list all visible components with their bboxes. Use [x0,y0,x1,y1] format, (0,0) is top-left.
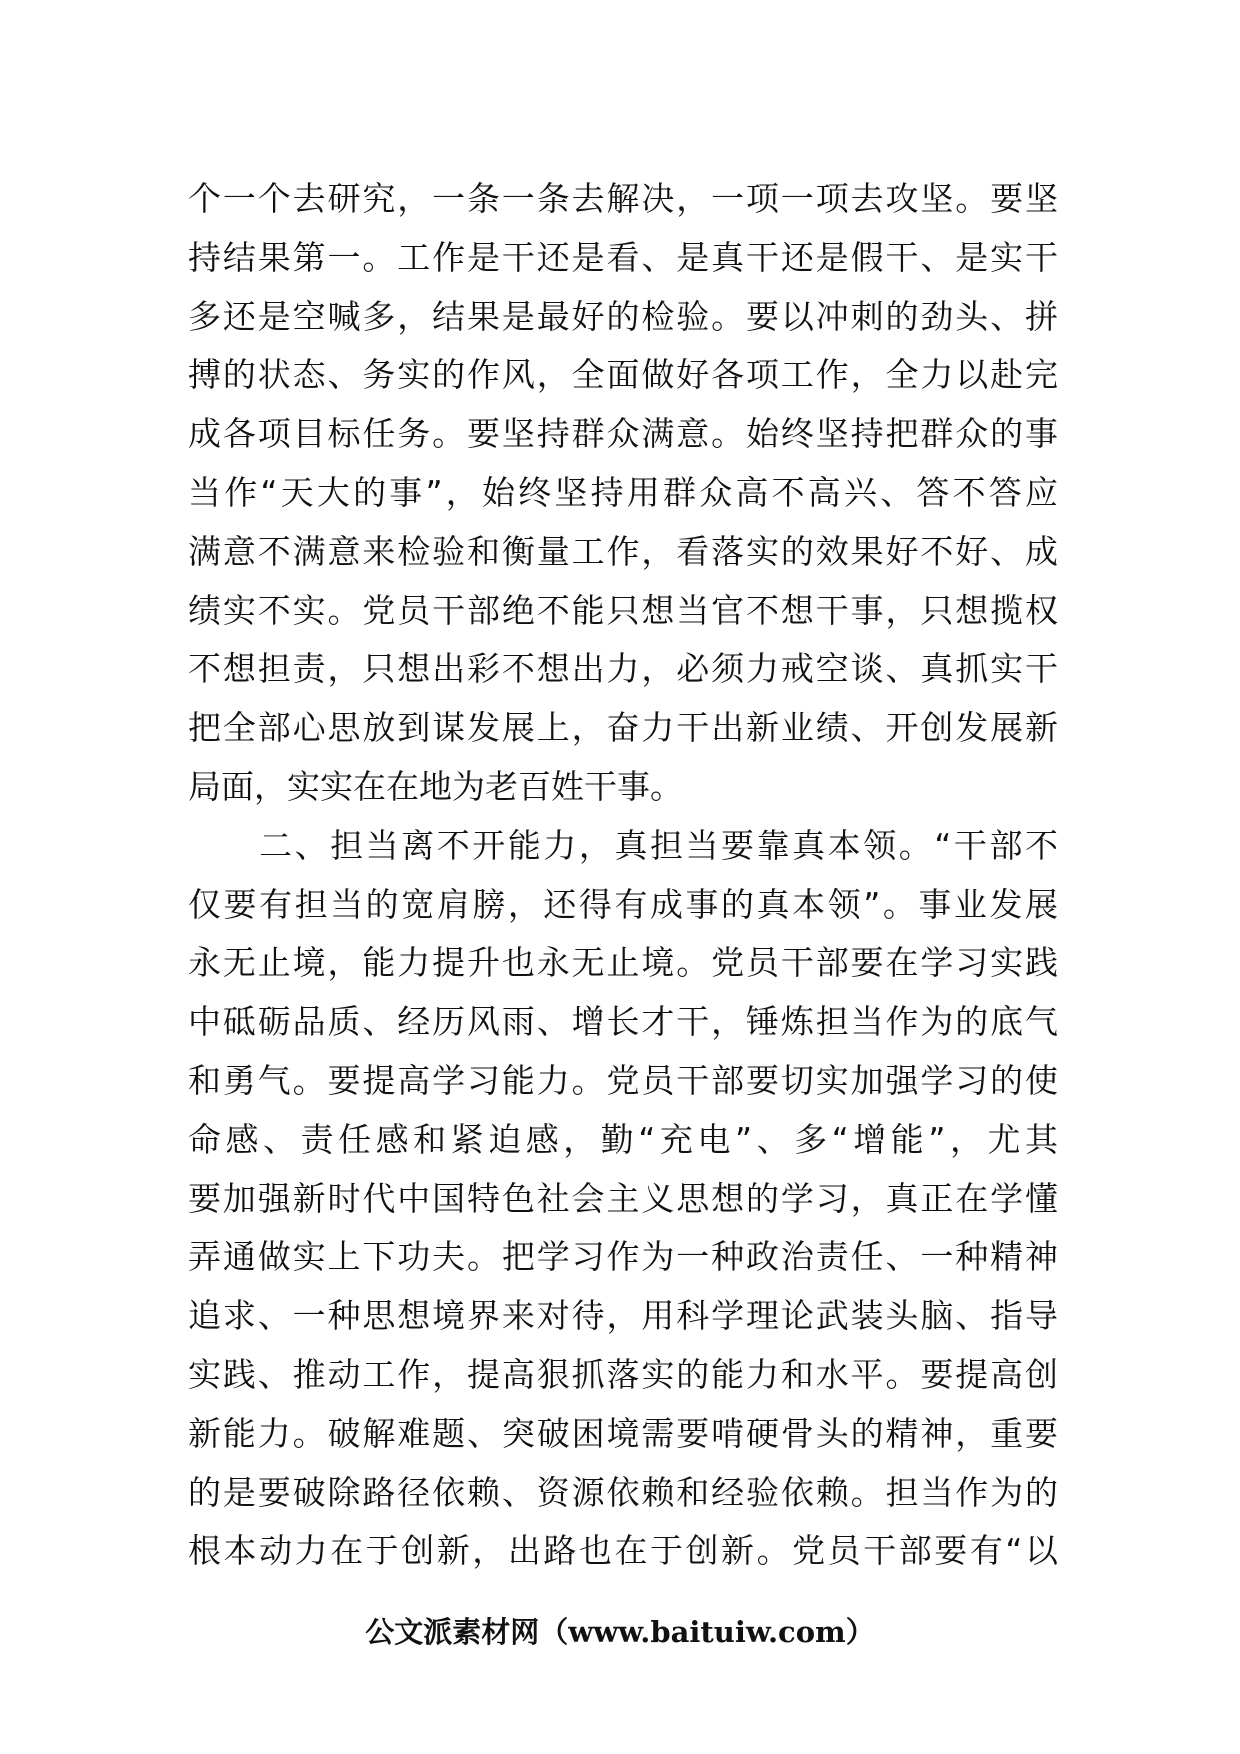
text-line: 局面，实实在在地为老百姓干事。 [188,766,683,806]
text-line: 实践、推动工作，提高狠抓落实的能力和水平。要提高创 [188,1354,1058,1394]
text-line: 当作“天大的事”，始终坚持用群众高不高兴、答不答应 [188,472,1058,512]
text-line: 绩实不实。党员干部绝不能只想当官不想干事，只想揽权 [188,590,1058,630]
text-line: 多还是空喊多，结果是最好的检验。要以冲刺的劲头、拼 [188,296,1058,336]
text-line: 把全部心思放到谋发展上，奋力干出新业绩、开创发展新 [188,708,1058,748]
text-line: 永无止境，能力提升也永无止境。党员干部要在学习实践 [188,943,1058,983]
text-line: 持结果第一。工作是干还是看、是真干还是假干、是实干 [188,237,1058,277]
text-line: 仅要有担当的宽肩膀，还得有成事的真本领”。事业发展 [188,884,1058,924]
text-line: 满意不满意来检验和衡量工作，看落实的效果好不好、成 [188,531,1058,571]
text-line: 命感、责任感和紧迫感，勤“充电”、多“增能”，尤其 [188,1119,1058,1159]
page-footer: 公文派素材网（www.baituiw.com） [365,1615,875,1649]
text-line: 根本动力在于创新，出路也在于创新。党员干部要有“以 [188,1531,1058,1571]
text-line: 要加强新时代中国特色社会主义思想的学习，真正在学懂 [188,1178,1058,1218]
text-line: 新能力。破解难题、突破困境需要啃硬骨头的精神，重要 [188,1413,1058,1453]
text-line: 中砥砺品质、经历风雨、增长才干，锤炼担当作为的底气 [188,1002,1058,1042]
text-line: 二、担当离不开能力，真担当要靠真本领。“干部不 [188,825,1058,865]
text-line: 成各项目标任务。要坚持群众满意。始终坚持把群众的事 [188,414,1058,454]
text-line: 和勇气。要提高学习能力。党员干部要切实加强学习的使 [188,1060,1058,1100]
text-line: 追求、一种思想境界来对待，用科学理论武装头脑、指导 [188,1296,1058,1336]
text-line: 的是要破除路径依赖、资源依赖和经验依赖。担当作为的 [188,1472,1058,1512]
body-text [188,170,1058,1581]
text-line: 不想担责，只想出彩不想出力，必须力戒空谈、真抓实干 [188,649,1058,689]
text-line: 个一个去研究，一条一条去解决，一项一项去攻坚。要坚 [188,179,1058,218]
text-line: 搏的状态、务实的作风，全面做好各项工作，全力以赴完 [188,355,1058,395]
text-line: 弄通做实上下功夫。把学习作为一种政治责任、一种精神 [188,1237,1058,1277]
